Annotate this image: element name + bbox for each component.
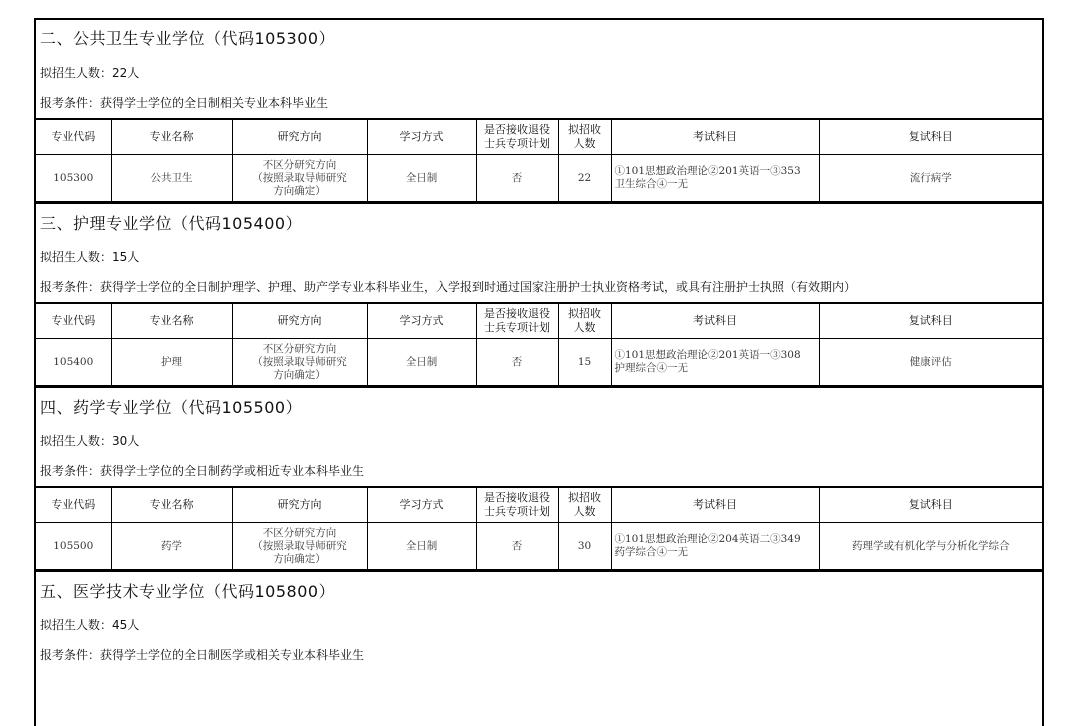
col-header-exam: 考试科目 (611, 487, 819, 523)
cell-code: 105400 (36, 339, 111, 386)
cell-code: 105300 (36, 155, 111, 202)
section-title: 二、公共卫生专业学位（代码105300） (40, 29, 336, 48)
cell-veteran: 否 (476, 523, 558, 570)
col-header-exam: 考试科目 (611, 303, 819, 339)
col-header-code: 专业代码 (36, 119, 111, 155)
cell-retest: 药理学或有机化学与分析化学综合 (819, 523, 1042, 570)
table-row (36, 155, 1042, 202)
col-header-retest: 复试科目 (819, 487, 1042, 523)
cell-mode: 全日制 (367, 339, 476, 386)
col-header-count: 拟招收 人数 (558, 487, 611, 523)
col-header-retest: 复试科目 (819, 303, 1042, 339)
col-header-code: 专业代码 (36, 487, 111, 523)
cell-code: 105500 (36, 523, 111, 570)
program-table (36, 118, 1042, 202)
admissions-document (34, 18, 1044, 726)
col-header-mode: 学习方式 (367, 487, 476, 523)
section-title: 五、医学技术专业学位（代码105800） (36, 570, 1042, 610)
col-header-name: 专业名称 (111, 303, 232, 339)
program-table (36, 302, 1042, 386)
cell-mode: 全日制 (367, 155, 476, 202)
cell-direction: 不区分研究方向 （按照录取导师研究 方向确定） (232, 339, 367, 386)
col-header-veteran: 是否接收退役 士兵专项计划 (476, 487, 558, 523)
table-row (36, 339, 1042, 386)
cell-direction: 不区分研究方向 （按照录取导师研究 方向确定） (232, 155, 367, 202)
cell-retest: 流行病学 (819, 155, 1042, 202)
enrollment-count: 拟招生人数：45人 (40, 618, 140, 632)
application-conditions: 报考条件：获得学士学位的全日制药学或相近专业本科毕业生 (40, 464, 365, 478)
cell-name: 药学 (111, 523, 232, 570)
cell-veteran: 否 (476, 155, 558, 202)
col-header-retest: 复试科目 (819, 119, 1042, 155)
section-title: 四、药学专业学位（代码105500） (36, 386, 1042, 426)
table-header-row (36, 303, 1042, 339)
application-conditions: 报考条件：获得学士学位的全日制相关专业本科毕业生 (40, 96, 329, 110)
enrollment-count: 拟招生人数：15人 (40, 250, 140, 264)
cell-name: 公共卫生 (111, 155, 232, 202)
col-header-direction: 研究方向 (232, 303, 367, 339)
cell-count: 15 (558, 339, 611, 386)
program-table (36, 486, 1042, 570)
col-header-veteran: 是否接收退役 士兵专项计划 (476, 303, 558, 339)
table-header-row (36, 119, 1042, 155)
col-header-direction: 研究方向 (232, 487, 367, 523)
cell-count: 30 (558, 523, 611, 570)
cell-retest: 健康评估 (819, 339, 1042, 386)
cell-count: 22 (558, 155, 611, 202)
col-header-count: 拟招收 人数 (558, 119, 611, 155)
table-row (36, 523, 1042, 570)
cell-veteran: 否 (476, 339, 558, 386)
col-header-veteran: 是否接收退役 士兵专项计划 (476, 119, 558, 155)
col-header-name: 专业名称 (111, 119, 232, 155)
cell-exam: ①101思想政治理论②201英语一③353 卫生综合④一无 (611, 155, 819, 202)
col-header-name: 专业名称 (111, 487, 232, 523)
table-header-row (36, 487, 1042, 523)
application-conditions: 报考条件：获得学士学位的全日制医学或相关专业本科毕业生 (40, 648, 365, 662)
cell-name: 护理 (111, 339, 232, 386)
col-header-mode: 学习方式 (367, 303, 476, 339)
col-header-code: 专业代码 (36, 303, 111, 339)
cell-direction: 不区分研究方向 （按照录取导师研究 方向确定） (232, 523, 367, 570)
cell-exam: ①101思想政治理论②204英语二③349 药学综合④一无 (611, 523, 819, 570)
section-title: 三、护理专业学位（代码105400） (36, 202, 1042, 242)
col-header-count: 拟招收 人数 (558, 303, 611, 339)
enrollment-count: 拟招生人数：22人 (40, 66, 140, 80)
col-header-direction: 研究方向 (232, 119, 367, 155)
cell-exam: ①101思想政治理论②201英语一③308 护理综合④一无 (611, 339, 819, 386)
cell-mode: 全日制 (367, 523, 476, 570)
enrollment-count: 拟招生人数：30人 (40, 434, 140, 448)
col-header-exam: 考试科目 (611, 119, 819, 155)
application-conditions: 报考条件：获得学士学位的全日制护理学、护理、助产学专业本科毕业生，入学报到时通过国家注册护士执业资格考试，或具有注册护士执照（有效期内） (40, 280, 857, 294)
col-header-mode: 学习方式 (367, 119, 476, 155)
